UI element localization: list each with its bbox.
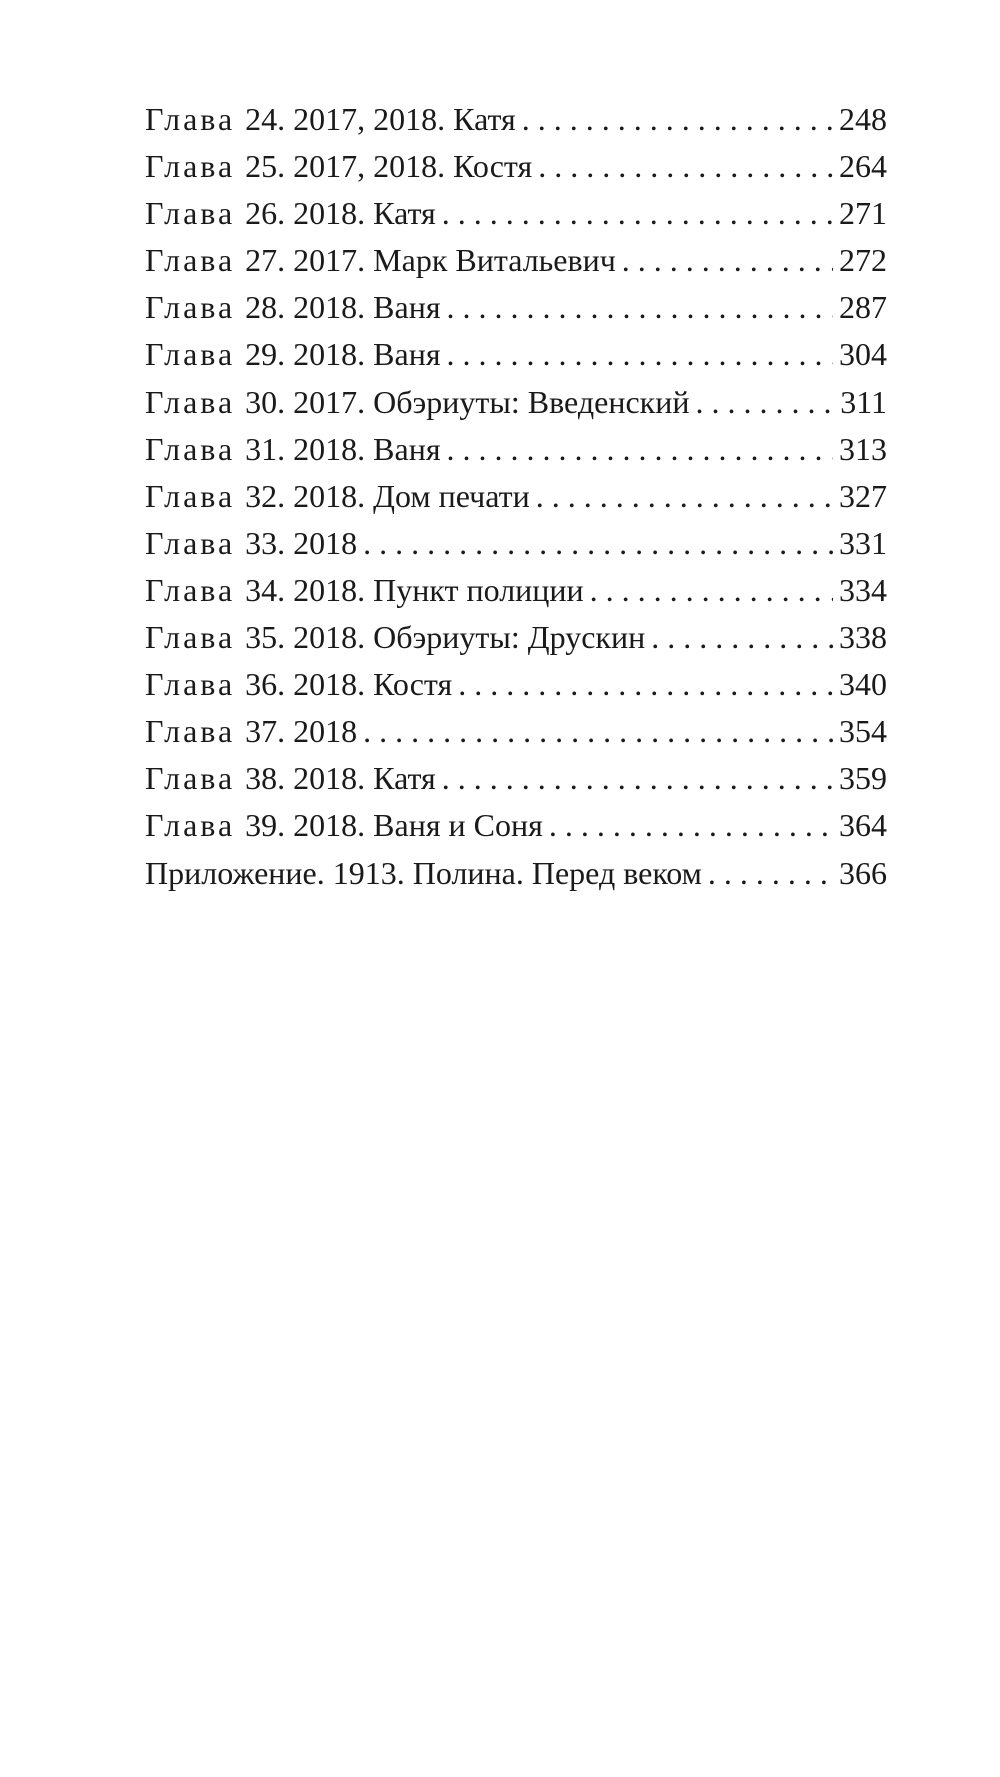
toc-entry [145, 614, 887, 661]
chapter-label: Глава [145, 101, 236, 137]
appendix-title: Приложение. 1913. Полина. Перед веком [145, 854, 702, 891]
chapter-label: Глава [145, 760, 236, 797]
page-number: 334 [839, 571, 887, 608]
chapter-title: 38. 2018. Катя [245, 760, 436, 797]
toc-entry [145, 661, 887, 708]
toc-entry [145, 567, 887, 614]
dot-leader [708, 850, 833, 897]
page-number: 304 [839, 336, 887, 373]
chapter-label: Глава [145, 195, 236, 232]
dot-leader [447, 284, 833, 331]
toc-entry [145, 190, 887, 237]
chapter-label: Глава [145, 383, 236, 420]
chapter-label: Глава [145, 524, 236, 561]
chapter-title: 30. 2017. Обэриуты: Введенский [245, 383, 690, 420]
page-number: 340 [839, 666, 887, 703]
chapter-label: Глава [145, 713, 236, 750]
dot-leader [447, 331, 833, 378]
dot-leader [363, 708, 833, 755]
chapter-title: 33. 2018 [245, 524, 358, 561]
dot-leader [458, 661, 833, 708]
page-number: 354 [839, 713, 887, 750]
page-number: 331 [839, 524, 887, 561]
toc-entry [145, 426, 887, 473]
chapter-title: 39. 2018. Ваня и Соня [245, 807, 543, 844]
toc-entry [145, 708, 887, 755]
chapter-label: Глава [145, 242, 236, 279]
page-number: 271 [839, 195, 887, 232]
chapter-label: Глава [145, 477, 236, 514]
page-number: 327 [839, 477, 887, 514]
toc-entry [145, 284, 887, 331]
dot-leader [442, 755, 833, 802]
toc-entry [145, 237, 887, 284]
chapter-title: 31. 2018. Ваня [245, 430, 441, 467]
page-number: 313 [839, 430, 887, 467]
chapter-title: 26. 2018. Катя [245, 195, 436, 232]
toc-entry-appendix [145, 850, 887, 897]
dot-leader [590, 567, 833, 614]
dot-leader [549, 802, 833, 849]
dot-leader [622, 237, 833, 284]
chapter-title: 37. 2018 [245, 713, 358, 750]
toc-entry [145, 520, 887, 567]
page-number: 248 [839, 101, 887, 137]
page-number: 338 [839, 619, 887, 656]
dot-leader [536, 473, 833, 520]
chapter-label: Глава [145, 666, 236, 703]
page-number: 264 [839, 148, 887, 185]
chapter-label: Глава [145, 430, 236, 467]
page-number: 272 [839, 242, 887, 279]
chapter-label: Глава [145, 336, 236, 373]
chapter-label: Глава [145, 807, 236, 844]
toc-entry [145, 755, 887, 802]
chapter-title: 27. 2017. Марк Витальевич [245, 242, 616, 279]
page-number: 287 [839, 289, 887, 326]
dot-leader [651, 614, 833, 661]
dot-leader [538, 143, 833, 190]
toc-entry [145, 96, 887, 143]
dot-leader [447, 426, 833, 473]
toc-entry [145, 473, 887, 520]
toc-entry [145, 143, 887, 190]
chapter-title: 35. 2018. Обэриуты: Друскин [245, 619, 646, 656]
chapter-title: 28. 2018. Ваня [245, 289, 441, 326]
toc-entry [145, 379, 887, 426]
chapter-title: 29. 2018. Ваня [245, 336, 441, 373]
dot-leader [695, 379, 834, 426]
page-number: 364 [839, 807, 887, 844]
chapter-label: Глава [145, 571, 236, 608]
chapter-title: 25. 2017, 2018. Костя [245, 148, 533, 185]
chapter-title: 24. 2017, 2018. Катя [245, 101, 516, 137]
dot-leader [442, 190, 833, 237]
chapter-title: 34. 2018. Пункт полиции [245, 571, 584, 608]
toc-entry [145, 802, 887, 849]
dot-leader [363, 520, 833, 567]
page-number: 359 [839, 760, 887, 797]
chapter-label: Глава [145, 619, 236, 656]
toc-entry [145, 331, 887, 378]
chapter-title: 32. 2018. Дом печати [245, 477, 530, 514]
page-number: 366 [839, 854, 887, 891]
page-number: 311 [840, 383, 887, 420]
chapter-label: Глава [145, 148, 236, 185]
table-of-contents [145, 96, 887, 897]
dot-leader [522, 96, 833, 143]
chapter-label: Глава [145, 289, 236, 326]
chapter-title: 36. 2018. Костя [245, 666, 453, 703]
